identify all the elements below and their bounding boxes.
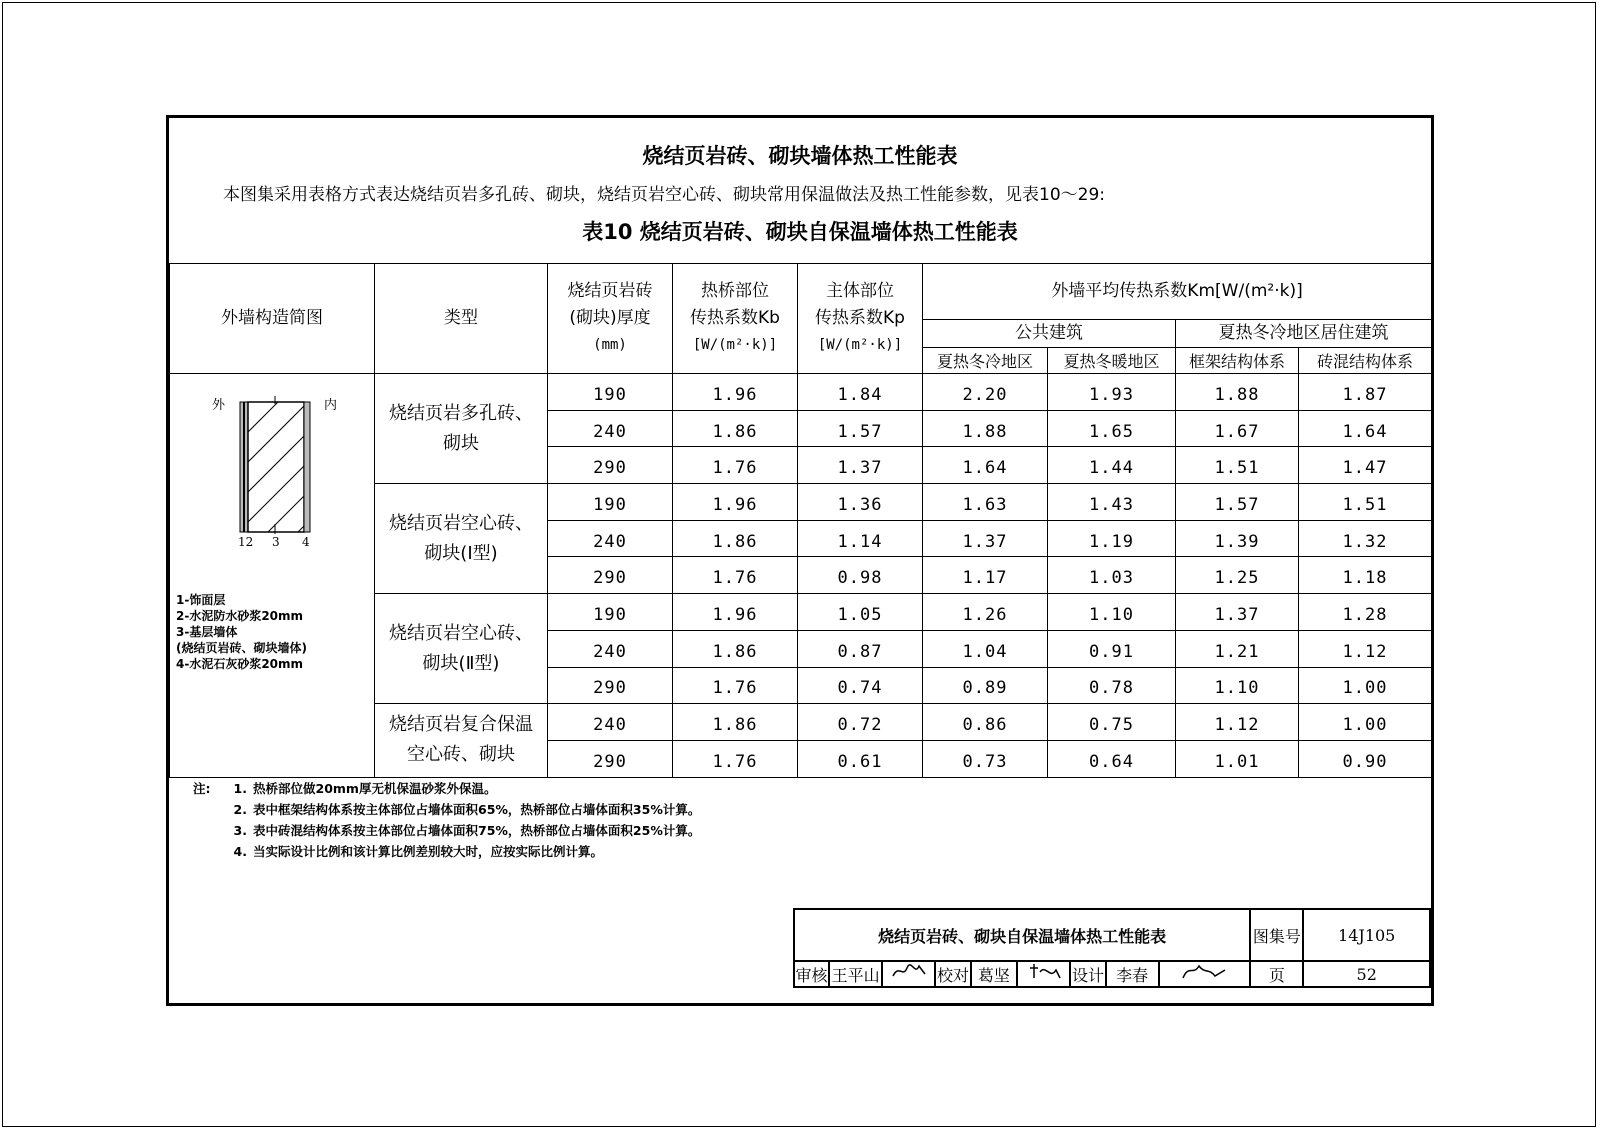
data-cell: 1.12 xyxy=(1299,630,1432,667)
data-cell: 1.10 xyxy=(1176,667,1299,704)
data-cell: 1.63 xyxy=(923,484,1048,521)
layer-number: 4 xyxy=(302,535,310,549)
data-cell: 1.12 xyxy=(1176,704,1299,741)
data-cell: 0.91 xyxy=(1048,630,1176,667)
data-cell: 1.04 xyxy=(923,630,1048,667)
data-cell: 190 xyxy=(548,484,673,521)
note-text: 当实际设计比例和该计算比例差别较大时，应按实际比例计算。 xyxy=(253,844,604,859)
data-cell: 1.36 xyxy=(798,484,923,521)
check-label: 校对 xyxy=(935,961,970,987)
data-cell: 1.57 xyxy=(1176,484,1299,521)
data-cell: 240 xyxy=(548,704,673,741)
data-cell: 0.78 xyxy=(1048,667,1176,704)
header-kp: 主体部位 传热系数Kp [W/(m²·k)] xyxy=(798,264,923,374)
note-text: 表中砖混结构体系按主体部位占墙体面积75%，热桥部位占墙体面积25%计算。 xyxy=(253,823,701,838)
data-cell: 1.51 xyxy=(1299,484,1432,521)
data-cell: 1.65 xyxy=(1048,410,1176,447)
checker-name: 葛坚 xyxy=(971,961,1018,987)
data-cell: 1.00 xyxy=(1299,667,1432,704)
data-cell: 1.37 xyxy=(798,447,923,484)
thermal-table xyxy=(169,263,1432,778)
header-public: 公共建筑 xyxy=(923,320,1176,348)
data-cell: 240 xyxy=(548,410,673,447)
notes-label: 注: xyxy=(193,781,211,796)
header-type: 类型 xyxy=(375,264,548,374)
data-cell: 240 xyxy=(548,520,673,557)
data-cell: 1.32 xyxy=(1299,520,1432,557)
wall-type: 烧结页岩多孔砖、 砌块 xyxy=(375,374,548,484)
data-cell: 0.64 xyxy=(1048,740,1176,777)
page-number: 52 xyxy=(1303,961,1430,987)
data-cell: 1.84 xyxy=(798,374,923,411)
data-cell: 1.21 xyxy=(1176,630,1299,667)
reviewer-name: 王平山 xyxy=(829,961,882,987)
notes: 注: 1. 热桥部位做20mm厚无机保温砂浆外保温。 2. 表中框架结构体系按主体部位占墙体面积65%，热桥部位占墙体面积35%计算。 3. 表中砖混结构体系按主体部位占墙体面积75%，热桥部位占墙体面积25%计算。 4. 当实际设计比例和该计算比例差别较大时，应按实际比例计算。 xyxy=(193,778,700,862)
data-cell: 1.93 xyxy=(1048,374,1176,411)
title-block xyxy=(793,908,1431,988)
data-cell: 0.75 xyxy=(1048,704,1176,741)
data-cell: 290 xyxy=(548,740,673,777)
header-sub-3: 框架结构体系 xyxy=(1176,348,1299,374)
legend-item: 4-水泥石灰砂浆20mm xyxy=(176,657,304,671)
atlas-label: 图集号 xyxy=(1250,909,1303,961)
data-cell: 1.00 xyxy=(1299,704,1432,741)
data-cell: 2.20 xyxy=(923,374,1048,411)
data-cell: 1.76 xyxy=(673,557,798,594)
data-cell: 1.37 xyxy=(1176,594,1299,631)
data-cell: 190 xyxy=(548,374,673,411)
design-label: 设计 xyxy=(1070,961,1105,987)
wall-type: 烧结页岩空心砖、 砌块(Ⅰ型) xyxy=(375,484,548,594)
intro-text: 本图集采用表格方式表达烧结页岩多孔砖、砌块，烧结页岩空心砖、砌块常用保温做法及热工性能参数，见表10～29: xyxy=(223,185,1105,205)
checker-signature xyxy=(1017,961,1070,987)
data-cell: 1.64 xyxy=(1299,410,1432,447)
data-cell: 0.86 xyxy=(923,704,1048,741)
data-cell: 0.74 xyxy=(798,667,923,704)
legend-item: 3-基层墙体 xyxy=(176,625,238,639)
data-cell: 0.72 xyxy=(798,704,923,741)
header-residential: 夏热冬冷地区居住建筑 xyxy=(1176,320,1432,348)
table-row xyxy=(170,374,1432,411)
data-cell: 1.19 xyxy=(1048,520,1176,557)
header-kb: 热桥部位 传热系数Kb [W/(m²·k)] xyxy=(673,264,798,374)
data-cell: 0.61 xyxy=(798,740,923,777)
data-cell: 1.76 xyxy=(673,667,798,704)
data-cell: 1.01 xyxy=(1176,740,1299,777)
page-label: 页 xyxy=(1250,961,1303,987)
data-cell: 1.47 xyxy=(1299,447,1432,484)
wall-section-diagram xyxy=(170,374,375,584)
header-sub-1: 夏热冬冷地区 xyxy=(923,348,1048,374)
data-cell: 290 xyxy=(548,557,673,594)
data-cell: 1.05 xyxy=(798,594,923,631)
designer-signature xyxy=(1159,961,1251,987)
data-cell: 0.87 xyxy=(798,630,923,667)
page-title: 烧结页岩砖、砌块墙体热工性能表 xyxy=(642,144,958,168)
data-cell: 0.98 xyxy=(798,557,923,594)
data-cell: 1.76 xyxy=(673,447,798,484)
header-sketch: 外墙构造简图 xyxy=(170,264,375,374)
header-sub-2: 夏热冬暖地区 xyxy=(1048,348,1176,374)
legend-item: 1-饰面层 xyxy=(176,593,226,607)
atlas-number: 14J105 xyxy=(1303,909,1430,961)
data-cell: 1.25 xyxy=(1176,557,1299,594)
legend-item: (烧结页岩砖、砌块墙体) xyxy=(176,641,307,655)
data-cell: 1.18 xyxy=(1299,557,1432,594)
layer-legend xyxy=(176,592,307,672)
data-cell: 1.76 xyxy=(673,740,798,777)
designer-name: 李春 xyxy=(1106,961,1159,987)
data-cell: 1.86 xyxy=(673,410,798,447)
data-cell: 1.96 xyxy=(673,594,798,631)
data-cell: 1.88 xyxy=(1176,374,1299,411)
data-cell: 1.44 xyxy=(1048,447,1176,484)
data-cell: 1.17 xyxy=(923,557,1048,594)
data-cell: 1.87 xyxy=(1299,374,1432,411)
drawing-frame xyxy=(166,115,1434,1006)
data-cell: 0.73 xyxy=(923,740,1048,777)
data-cell: 1.86 xyxy=(673,630,798,667)
data-cell: 1.51 xyxy=(1176,447,1299,484)
data-cell: 1.28 xyxy=(1299,594,1432,631)
table-title: 表10 烧结页岩砖、砌块自保温墙体热工性能表 xyxy=(582,220,1018,244)
reviewer-signature xyxy=(882,961,935,987)
data-cell: 1.26 xyxy=(923,594,1048,631)
outside-label: 外 xyxy=(212,398,226,413)
legend-item: 2-水泥防水砂浆20mm xyxy=(176,609,304,623)
data-cell: 0.90 xyxy=(1299,740,1432,777)
data-cell: 1.86 xyxy=(673,704,798,741)
data-cell: 240 xyxy=(548,630,673,667)
wall-type: 烧结页岩空心砖、 砌块(Ⅱ型) xyxy=(375,594,548,704)
data-cell: 1.10 xyxy=(1048,594,1176,631)
note-text: 热桥部位做20mm厚无机保温砂浆外保温。 xyxy=(253,781,497,796)
wall-type: 烧结页岩复合保温 空心砖、砌块 xyxy=(375,704,548,777)
data-cell: 190 xyxy=(548,594,673,631)
layer-number: 12 xyxy=(238,535,254,549)
data-cell: 1.39 xyxy=(1176,520,1299,557)
data-cell: 290 xyxy=(548,447,673,484)
header-thickness: 烧结页岩砖 (砌块)厚度 (mm) xyxy=(548,264,673,374)
title-block-title: 烧结页岩砖、砌块自保温墙体热工性能表 xyxy=(794,909,1250,961)
inside-label: 内 xyxy=(324,398,338,413)
data-cell: 1.57 xyxy=(798,410,923,447)
data-cell: 1.88 xyxy=(923,410,1048,447)
header-km: 外墙平均传热系数Km[W/(m²·k)] xyxy=(923,264,1432,320)
data-cell: 1.43 xyxy=(1048,484,1176,521)
data-cell: 1.96 xyxy=(673,374,798,411)
data-cell: 1.67 xyxy=(1176,410,1299,447)
data-cell: 1.86 xyxy=(673,520,798,557)
data-cell: 1.64 xyxy=(923,447,1048,484)
data-cell: 1.96 xyxy=(673,484,798,521)
wall-sketch-cell xyxy=(170,374,375,778)
note-text: 表中框架结构体系按主体部位占墙体面积65%，热桥部位占墙体面积35%计算。 xyxy=(253,802,701,817)
data-cell: 1.37 xyxy=(923,520,1048,557)
layer-number: 3 xyxy=(272,535,280,549)
data-cell: 1.03 xyxy=(1048,557,1176,594)
data-cell: 0.89 xyxy=(923,667,1048,704)
review-label: 审核 xyxy=(794,961,829,987)
data-cell: 1.14 xyxy=(798,520,923,557)
header-sub-4: 砖混结构体系 xyxy=(1299,348,1432,374)
data-cell: 290 xyxy=(548,667,673,704)
